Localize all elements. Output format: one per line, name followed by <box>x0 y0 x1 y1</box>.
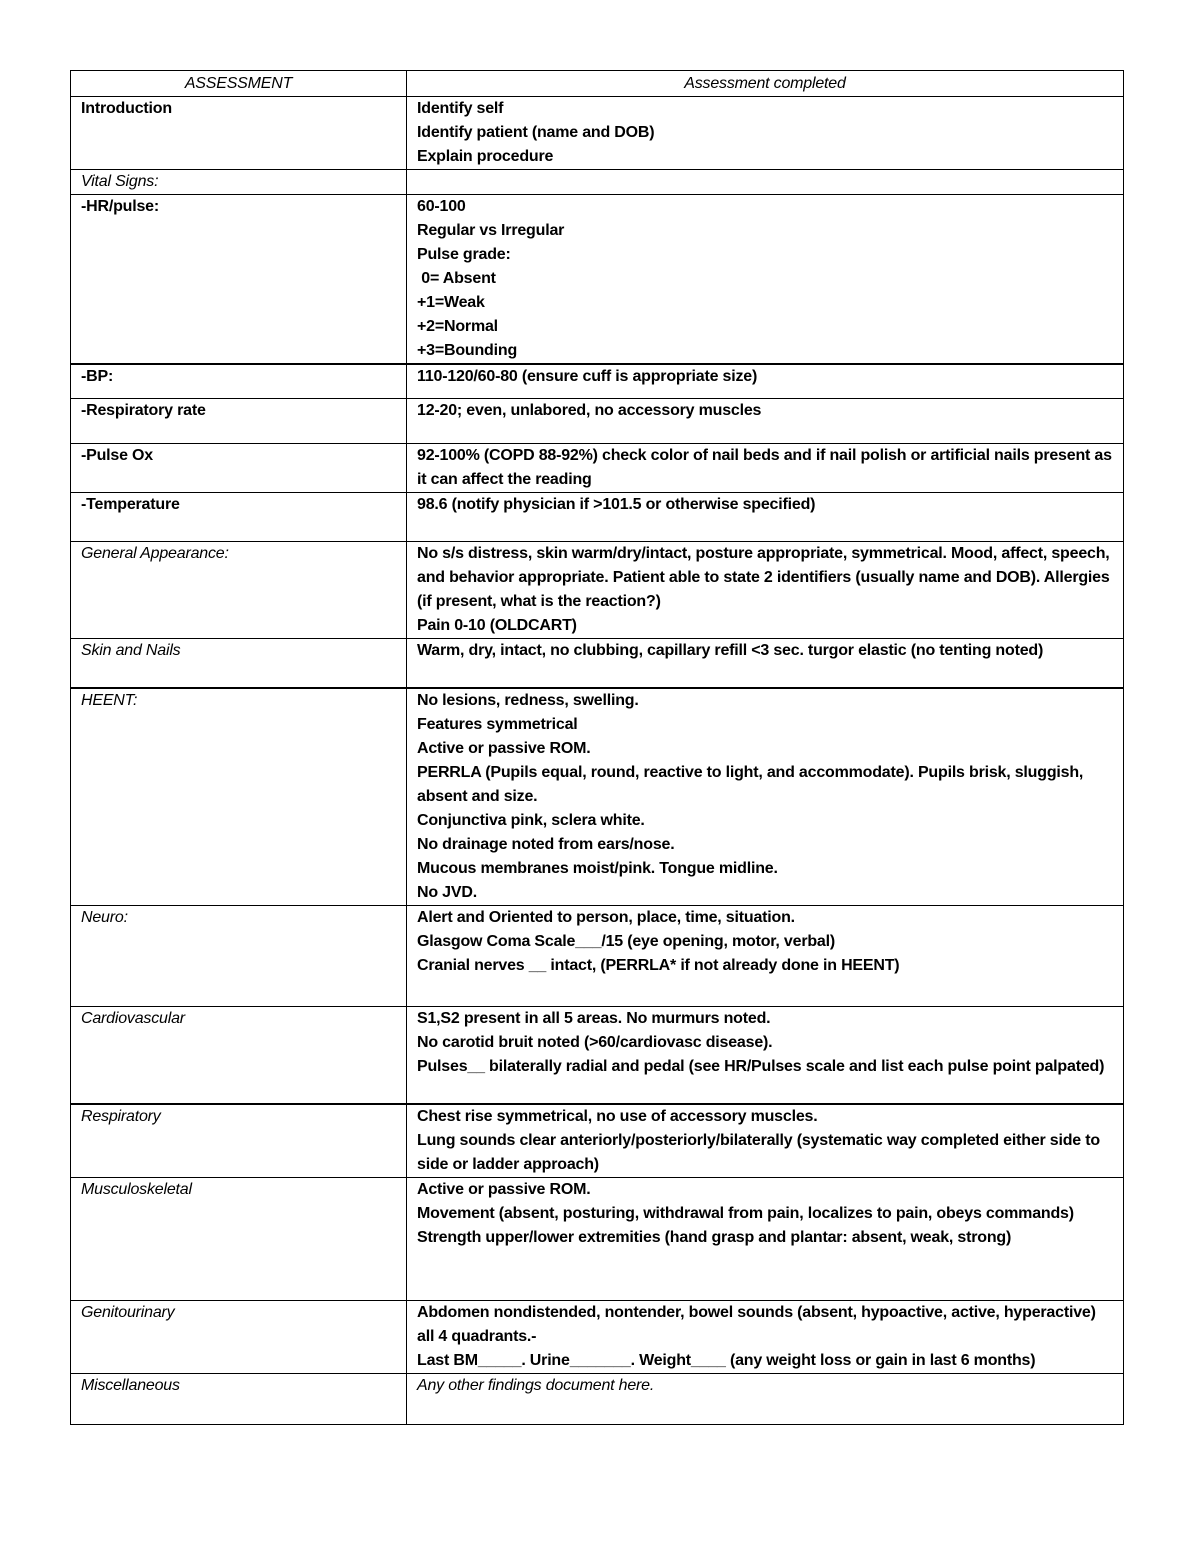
row-neuro <box>71 906 1124 1007</box>
content-line: Features symmetrical <box>417 716 578 733</box>
row-content <box>407 399 1124 444</box>
content-line: Mucous membranes moist/pink. Tongue midline. <box>417 860 778 877</box>
content-line: Pulses__ bilaterally radial and pedal (see HR/Pulses scale and list each pulse point palpated) <box>417 1058 1105 1075</box>
row-content <box>407 1007 1124 1105</box>
row-label: Miscellaneous <box>71 1374 407 1425</box>
row-respiratory-rate <box>71 399 1124 444</box>
row-content <box>407 639 1124 689</box>
row-label: -Temperature <box>71 493 407 542</box>
row-introduction <box>71 97 1124 170</box>
content-line: Identify self <box>417 100 504 117</box>
row-respiratory <box>71 1104 1124 1178</box>
content-line: Regular vs Irregular <box>417 222 565 239</box>
row-hr-pulse <box>71 195 1124 365</box>
content-line: 0= Absent <box>417 270 496 287</box>
content-line: Conjunctiva pink, sclera white. <box>417 812 645 829</box>
content-line: Movement (absent, posturing, withdrawal from pain, localizes to pain, obeys commands) <box>417 1205 1074 1222</box>
content-line: Pulse grade: <box>417 246 511 263</box>
row-content <box>407 493 1124 542</box>
row-label: HEENT: <box>71 688 407 906</box>
content-line: No carotid bruit noted (>60/cardiovasc disease). <box>417 1034 773 1051</box>
row-label: -Pulse Ox <box>71 444 407 493</box>
header-assessment: ASSESSMENT <box>71 71 407 97</box>
row-content <box>407 906 1124 1007</box>
row-label: Introduction <box>71 97 407 170</box>
row-skin-and-nails <box>71 639 1124 689</box>
row-vital-signs <box>71 170 1124 195</box>
content-line: Any other findings document here. <box>417 1377 655 1394</box>
content-line: 98.6 (notify physician if >101.5 or otherwise specified) <box>417 496 816 513</box>
row-label: -HR/pulse: <box>71 195 407 365</box>
row-content <box>407 1374 1124 1425</box>
row-content <box>407 1104 1124 1178</box>
row-miscellaneous <box>71 1374 1124 1425</box>
content-line: No JVD. <box>417 884 477 901</box>
row-content <box>407 170 1124 195</box>
content-line: 12-20; even, unlabored, no accessory muscles <box>417 402 762 419</box>
content-line: No s/s distress, skin warm/dry/intact, posture appropriate, symmetrical. Mood, affect, speech, and behavior appropriate. Patient able to state 2 identifiers (usually name and DOB). Allergies (if present, what is the reaction?) <box>417 545 1114 610</box>
content-line: Identify patient (name and DOB) <box>417 124 655 141</box>
row-content <box>407 688 1124 906</box>
row-content <box>407 444 1124 493</box>
row-bp <box>71 364 1124 399</box>
content-line: Active or passive ROM. <box>417 740 591 757</box>
row-content <box>407 195 1124 365</box>
row-temperature <box>71 493 1124 542</box>
content-line: Explain procedure <box>417 148 554 165</box>
content-line: PERRLA (Pupils equal, round, reactive to light, and accommodate). Pupils brisk, sluggish, absent and size. <box>417 764 1088 805</box>
content-line: No drainage noted from ears/nose. <box>417 836 675 853</box>
row-content <box>407 542 1124 639</box>
content-line: Cranial nerves __ intact, (PERRLA* if not already done in HEENT) <box>417 957 900 974</box>
content-line: +2=Normal <box>417 318 498 335</box>
row-content <box>407 364 1124 399</box>
row-musculoskeletal <box>71 1178 1124 1301</box>
content-line: Alert and Oriented to person, place, time, situation. <box>417 909 795 926</box>
row-general-appearance <box>71 542 1124 639</box>
content-line: 110-120/60-80 (ensure cuff is appropriate size) <box>417 368 758 385</box>
row-label: General Appearance: <box>71 542 407 639</box>
assessment-table <box>70 70 1124 1425</box>
content-line: Chest rise symmetrical, no use of accessory muscles. <box>417 1108 818 1125</box>
row-content <box>407 97 1124 170</box>
content-line: Warm, dry, intact, no clubbing, capillary refill <3 sec. turgor elastic (no tenting noted) <box>417 642 1044 659</box>
row-label: Neuro: <box>71 906 407 1007</box>
content-line: S1,S2 present in all 5 areas. No murmurs noted. <box>417 1010 771 1027</box>
content-line: +3=Bounding <box>417 342 518 359</box>
content-line: Last BM_____. Urine_______. Weight____ (any weight loss or gain in last 6 months) <box>417 1352 1036 1369</box>
content-line: Strength upper/lower extremities (hand grasp and plantar: absent, weak, strong) <box>417 1229 1012 1246</box>
row-heent <box>71 688 1124 906</box>
row-label: Respiratory <box>71 1104 407 1178</box>
content-line: Glasgow Coma Scale___/15 (eye opening, motor, verbal) <box>417 933 835 950</box>
content-line: Active or passive ROM. <box>417 1181 591 1198</box>
row-genitourinary <box>71 1301 1124 1374</box>
content-line: Abdomen nondistended, nontender, bowel sounds (absent, hypoactive, active, hyperactive) all 4 quadrants.- <box>417 1304 1100 1345</box>
header-assessment-completed: Assessment completed <box>407 71 1124 97</box>
row-pulse-ox <box>71 444 1124 493</box>
row-label: Skin and Nails <box>71 639 407 689</box>
content-line: +1=Weak <box>417 294 485 311</box>
row-content <box>407 1178 1124 1301</box>
table-header-row <box>71 71 1124 97</box>
row-label: -Respiratory rate <box>71 399 407 444</box>
content-line: 92-100% (COPD 88-92%) check color of nail beds and if nail polish or artificial nails present as it can affect the reading <box>417 447 1117 488</box>
row-cardiovascular <box>71 1007 1124 1105</box>
content-line: 60-100 <box>417 198 466 215</box>
content-line: No lesions, redness, swelling. <box>417 692 639 709</box>
row-content <box>407 1301 1124 1374</box>
row-label: Cardiovascular <box>71 1007 407 1105</box>
row-label: Vital Signs: <box>71 170 407 195</box>
row-label: Genitourinary <box>71 1301 407 1374</box>
row-label: Musculoskeletal <box>71 1178 407 1301</box>
row-label: -BP: <box>71 364 407 399</box>
content-line: Lung sounds clear anteriorly/posteriorly/bilaterally (systematic way completed either side to side or ladder approach) <box>417 1132 1105 1173</box>
content-line: Pain 0-10 (OLDCART) <box>417 617 577 634</box>
